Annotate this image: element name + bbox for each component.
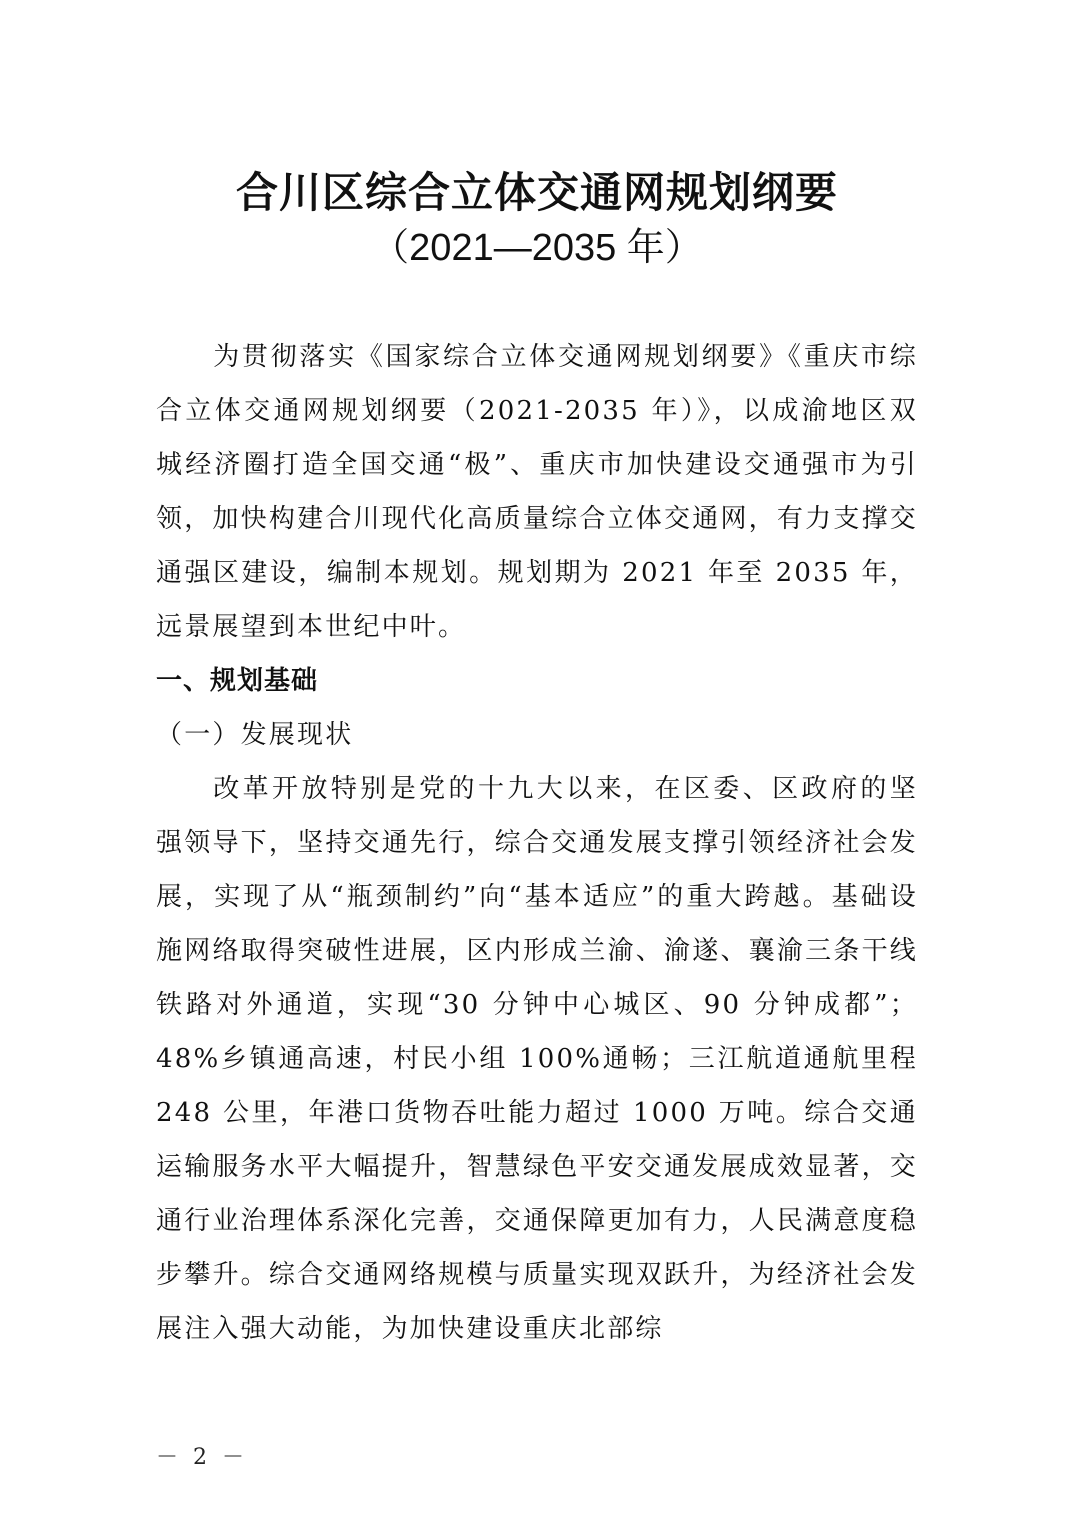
intro-paragraph: 为贯彻落实《国家综合立体交通网规划纲要》《重庆市综合立体交通网规划纲要（2021-2035 年）》，以成渝地区双城经济圈打造全国交通“极”、重庆市加快建设交通强市为引领，加快构建合川现代化高质量综合立体交通网，有力支撑交通强区建设，编制本规划。规划期为 2021 年至 2035 年，远景展望到本世纪中叶。 (156, 342, 918, 642)
body-paragraph: 改革开放特别是党的十九大以来，在区委、区政府的坚强领导下，坚持交通先行，综合交通发展支撑引领经济社会发展，实现了从“瓶颈制约”向“基本适应”的重大跨越。基础设施网络取得突破性进展，区内形成兰渝、渝遂、襄渝三条干线铁路对外通道，实现“30 分钟中心城区、90 分钟成都”；48%乡镇通高速，村民小组 100%通畅；三江航道通航里程 248 公里，年港口货物吞吐能力超过 1000 万吨。综合交通运输服务水平大幅提升，智慧绿色平安交通发展成效显著，交通行业治理体系深化完善，交通保障更加有力，人民满意度稳步攀升。综合交通网络规模与质量实现双跃升，为经济社会发展注入强大动能，为加快建设重庆北部综 (156, 774, 918, 1344)
section-heading: 一、规划基础 (156, 666, 319, 696)
document-body (156, 330, 918, 1356)
page-number: － 2 － (156, 1445, 248, 1470)
document-subtitle: （2021—2035 年） (371, 227, 703, 269)
document-title: 合川区综合立体交通网规划纲要 (235, 168, 838, 217)
subsection-heading: （一）发展现状 (156, 720, 354, 750)
